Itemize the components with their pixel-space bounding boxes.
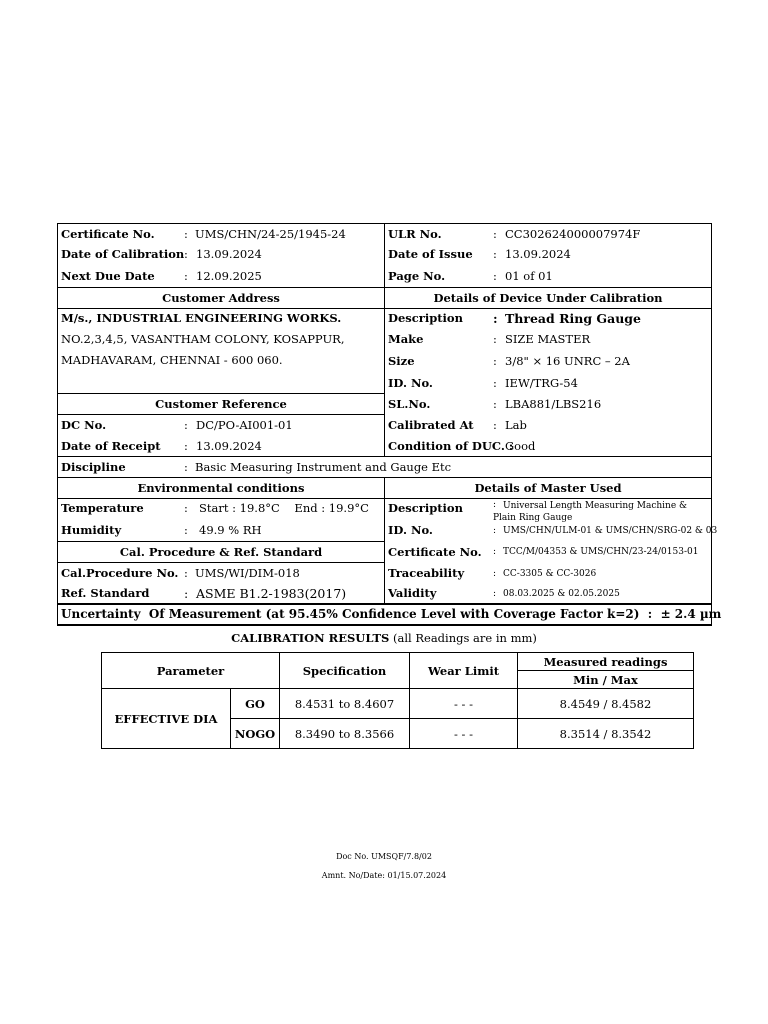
page-no-label: Page No. [388, 269, 446, 283]
environment-heading: Environmental conditions [137, 481, 305, 495]
header-specification: Specification [280, 653, 410, 689]
duc-condition-value: Good [505, 439, 536, 453]
results-title [0, 631, 768, 645]
temperature-value: Start : 19.8°C End : 19.9°C [199, 501, 369, 515]
table-header-row [102, 653, 694, 671]
colon: : [184, 227, 188, 241]
colon: : [184, 269, 188, 283]
duc-make-value: SIZE MASTER [505, 332, 591, 346]
duc-cal-at-value: Lab [505, 418, 527, 432]
param-effective-dia: EFFECTIVE DIA [102, 689, 231, 749]
duc-sl-label: SL.No. [388, 397, 431, 411]
colon: : [493, 500, 497, 510]
customer-name: M/s., INDUSTRIAL ENGINEERING WORKS. [61, 311, 342, 325]
colon: : [493, 569, 497, 579]
master-cert-label: Certificate No. [388, 545, 482, 559]
header-measured-readings: Measured readings [518, 653, 694, 671]
colon: : [184, 501, 188, 515]
procedure-heading: Cal. Procedure & Ref. Standard [119, 545, 323, 559]
master-id-label: ID. No. [388, 523, 433, 537]
date-calibration-label: Date of Calibration [61, 247, 185, 261]
discipline-label: Discipline [61, 460, 126, 474]
results-title-main: CALIBRATION RESULTS [231, 631, 390, 645]
master-heading: Details of Master Used [474, 481, 622, 495]
colon: : [184, 566, 188, 580]
colon: : [493, 589, 497, 599]
results-table [101, 652, 694, 749]
duc-cal-at-label: Calibrated At [388, 418, 474, 432]
row-spec: 8.4531 to 8.4607 [280, 689, 410, 719]
master-description-label: Description [388, 501, 463, 515]
next-due-label: Next Due Date [61, 269, 155, 283]
cert-no-value: UMS/CHN/24-25/1945-24 [195, 227, 346, 241]
humidity-label: Humidity [61, 523, 122, 537]
row-reading: 8.3514 / 8.3542 [518, 719, 694, 749]
row-type: GO [231, 689, 280, 719]
colon: : [184, 247, 188, 261]
colon: : [493, 332, 497, 346]
next-due-value: 12.09.2025 [196, 269, 262, 283]
date-issue-value: 13.09.2024 [505, 247, 571, 261]
colon: : [493, 418, 497, 432]
duc-size-label: Size [388, 354, 415, 368]
master-cert-value: TCC/M/04353 & UMS/CHN/23-24/0153-01 [503, 547, 699, 557]
duc-condition-label: Condition of DUC. : [388, 439, 514, 453]
master-id-value: UMS/CHN/ULM-01 & UMS/CHN/SRG-02 & 03 [503, 526, 718, 536]
master-trace-value: CC-3305 & CC-3026 [503, 569, 597, 579]
procedure-no-label: Cal.Procedure No. [61, 566, 179, 580]
colon: : [493, 311, 498, 326]
colon: : [184, 418, 188, 432]
duc-description-label: Description [388, 311, 463, 325]
master-trace-label: Traceability [388, 566, 465, 580]
header-wear-limit: Wear Limit [410, 653, 518, 689]
colon: : [493, 227, 497, 241]
header-min-max: Min / Max [518, 671, 694, 689]
customer-reference-heading: Customer Reference [155, 397, 287, 411]
duc-id-value: IEW/TRG-54 [505, 376, 578, 390]
colon: : [184, 586, 189, 601]
date-issue-label: Date of Issue [388, 247, 473, 261]
colon: : [493, 247, 497, 261]
colon: : [493, 354, 497, 368]
master-validity-label: Validity [388, 586, 437, 600]
master-validity-value: 08.03.2025 & 02.05.2025 [503, 589, 620, 599]
dc-no-value: DC/PO-AI001-01 [196, 418, 293, 432]
date-receipt-label: Date of Receipt [61, 439, 161, 453]
row-reading: 8.4549 / 8.4582 [518, 689, 694, 719]
ulr-no-value: CC302624000007974F [505, 227, 641, 241]
date-receipt-value: 13.09.2024 [196, 439, 262, 453]
ulr-no-label: ULR No. [388, 227, 442, 241]
procedure-no-value: UMS/WI/DIM-018 [195, 566, 300, 580]
row-wear: - - - [410, 689, 518, 719]
row-wear: - - - [410, 719, 518, 749]
humidity-value: 49.9 % RH [199, 523, 262, 537]
customer-address-line2: MADHAVARAM, CHENNAI - 600 060. [61, 353, 283, 367]
colon: : [184, 523, 188, 537]
results-title-note: (all Readings are in mm) [389, 631, 537, 645]
colon: : [493, 376, 497, 390]
table-row [102, 689, 694, 719]
master-description-value: Universal Length Measuring Machine & Plain Ring Gauge [493, 501, 688, 523]
uncertainty-statement: Uncertainty Of Measurement (at 95.45% Confidence Level with Coverage Factor k=2) : ± 2.4 µm [61, 607, 722, 621]
ref-standard-label: Ref. Standard [61, 586, 150, 600]
temperature-label: Temperature [61, 501, 144, 515]
customer-address-heading: Customer Address [162, 291, 280, 305]
customer-address-line1: NO.2,3,4,5, VASANTHAM COLONY, KOSAPPUR, [61, 332, 345, 346]
colon: : [184, 439, 188, 453]
colon: : [493, 397, 497, 411]
dc-no-label: DC No. [61, 418, 107, 432]
colon: : [184, 460, 188, 474]
duc-size-value: 3/8" × 16 UNRC – 2A [505, 354, 630, 368]
cert-no-label: Certificate No. [61, 227, 155, 241]
footer-amendment: Amnt. No/Date: 01/15.07.2024 [321, 871, 447, 880]
footer-doc-no: Doc No. UMSQF/7.8/02 [336, 852, 432, 861]
header-parameter: Parameter [102, 653, 280, 689]
colon: : [493, 526, 497, 536]
date-calibration-value: 13.09.2024 [196, 247, 262, 261]
duc-description-value: Thread Ring Gauge [505, 311, 641, 326]
colon: : [493, 547, 497, 557]
page-no-value: 01 of 01 [505, 269, 553, 283]
duc-heading: Details of Device Under Calibration [433, 291, 663, 305]
colon: : [493, 269, 497, 283]
row-spec: 8.3490 to 8.3566 [280, 719, 410, 749]
row-type: NOGO [231, 719, 280, 749]
duc-id-label: ID. No. [388, 376, 433, 390]
ref-standard-value: ASME B1.2-1983(2017) [196, 586, 347, 601]
discipline-value: Basic Measuring Instrument and Gauge Etc [195, 460, 452, 474]
duc-sl-value: LBA881/LBS216 [505, 397, 602, 411]
duc-make-label: Make [388, 332, 424, 346]
